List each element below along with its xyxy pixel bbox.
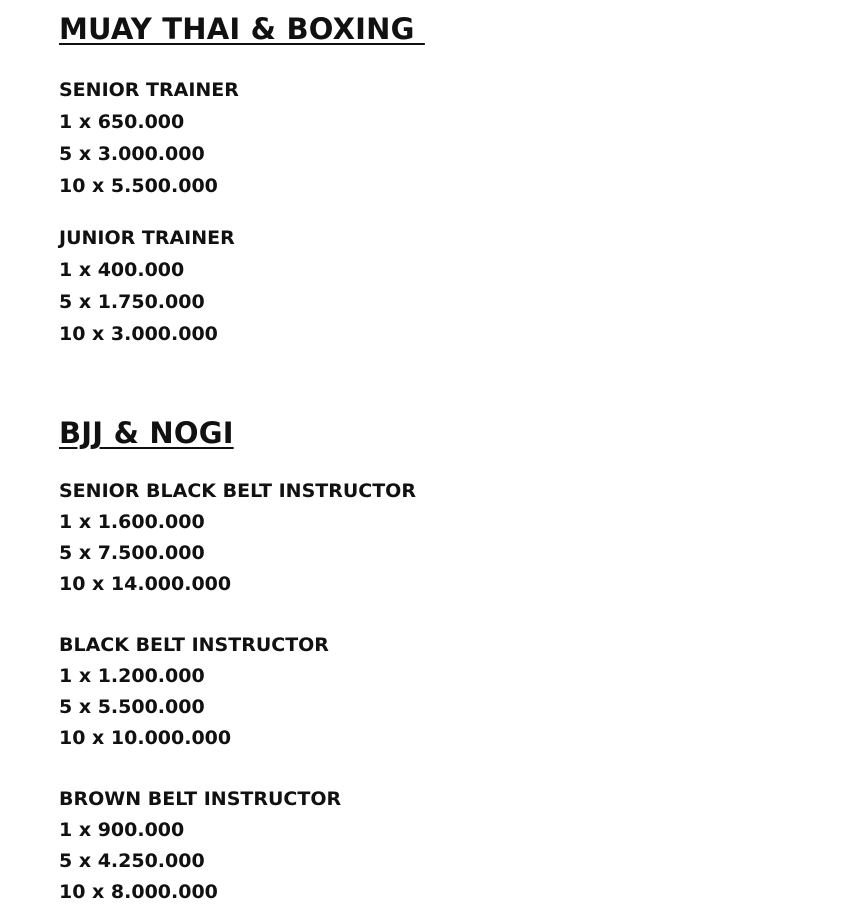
group-heading: BROWN BELT INSTRUCTOR <box>59 788 342 810</box>
price-line: 5 x 1.750.000 <box>59 291 205 313</box>
group-heading: BLACK BELT INSTRUCTOR <box>59 634 329 656</box>
group-heading: JUNIOR TRAINER <box>59 227 235 249</box>
price-line: 10 x 5.500.000 <box>59 175 218 197</box>
price-line: 10 x 3.000.000 <box>59 323 218 345</box>
group-heading: SENIOR TRAINER <box>59 79 239 101</box>
price-line: 5 x 7.500.000 <box>59 542 205 564</box>
price-line: 5 x 3.000.000 <box>59 143 205 165</box>
price-line: 1 x 400.000 <box>59 259 185 281</box>
price-line: 5 x 5.500.000 <box>59 696 205 718</box>
price-line: 10 x 10.000.000 <box>59 727 232 749</box>
group-senior-black-belt-instructor <box>59 476 416 600</box>
group-heading: SENIOR BLACK BELT INSTRUCTOR <box>59 480 416 502</box>
section-title-bjj-nogi: BJJ & NOGI <box>59 416 234 450</box>
group-senior-trainer <box>59 74 239 202</box>
price-line: 10 x 14.000.000 <box>59 573 232 595</box>
group-brown-belt-instructor <box>59 784 341 908</box>
group-black-belt-instructor <box>59 630 329 754</box>
price-line: 1 x 1.600.000 <box>59 511 205 533</box>
price-line: 1 x 1.200.000 <box>59 665 205 687</box>
price-line: 1 x 650.000 <box>59 111 185 133</box>
group-junior-trainer <box>59 222 235 350</box>
section-title-muay-thai-boxing: MUAY THAI & BOXING <box>59 12 425 46</box>
price-line: 1 x 900.000 <box>59 819 185 841</box>
price-line: 10 x 8.000.000 <box>59 881 218 903</box>
price-line: 5 x 4.250.000 <box>59 850 205 872</box>
